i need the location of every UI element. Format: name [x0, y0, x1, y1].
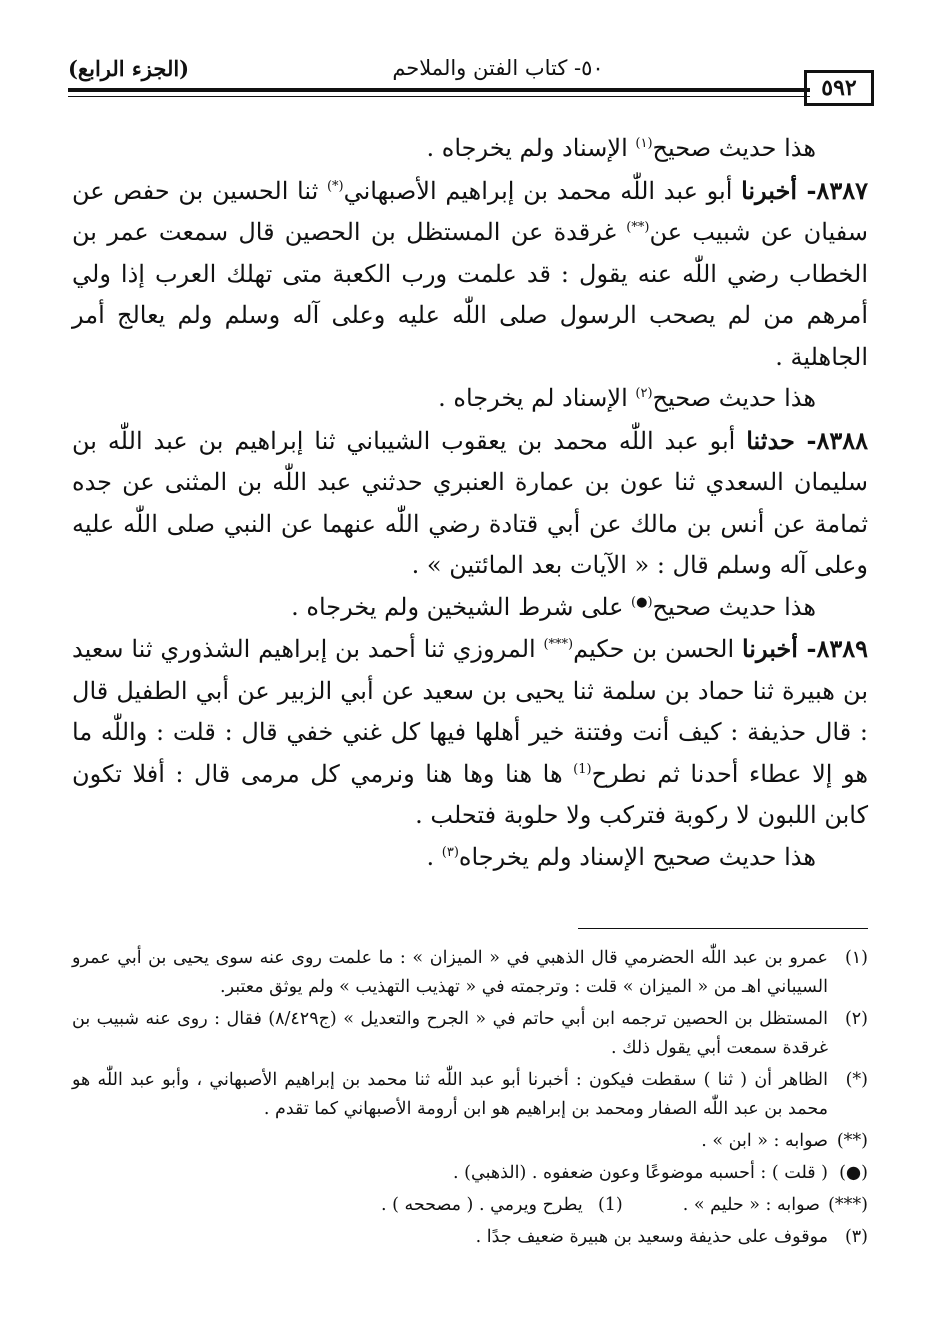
grading-paragraph-4: هذا حديث صحيح الإسناد ولم يخرجاه$^{(٣)}$ .: [426, 842, 816, 871]
footnote-text: عمرو بن عبد اللّٰه الحضرمي قال الذهبي في « الميزان » : ما علمت روى عنه سوى يحيى بن أبي عمرو السيباني اهـ من « الميزان » قلت : وترجمته في « تهذيب التهذيب » ولم يوثق معتبر.: [72, 948, 828, 997]
footnote-ref: (***): [543, 637, 574, 652]
main-text: [72, 128, 868, 878]
footnote-1b: [381, 1191, 623, 1220]
footnote-ref: (●): [631, 594, 653, 610]
footnote-mark: (٢): [844, 1009, 868, 1029]
footnote-text: الظاهر أن ( ثنا ) سقطت فيكون : أخبرنا أبو عبد اللّٰه ثنا محمد بن إبراهيم الأصبهاني ، وأبو عبد اللّٰه هو محمد بن عبد اللّٰه الصفار ومحمد بن إبراهيم هو ابن أرومة الأصبهاني كما تقدم .: [72, 1070, 828, 1119]
footnote-mark: (***): [828, 1195, 868, 1215]
footnotes: [72, 944, 868, 1255]
footnote-row: [72, 1191, 868, 1223]
hadith-8387: ٨٣٨٧- أخبرنا أبو عبد اللّٰه محمد بن إبراهيم الأصبهاني(*) ثنا الحسين بن حفص عن سفيان عن شبيب عن(**) غرقدة عن المستظل بن الحصين قال سمعت عمر بن الخطاب رضي اللّٰه عنه يقول : قد علمت ورب الكعبة متى تهلك العرب إذا ولي أمرهم من لم يصحب الرسول صلى اللّٰه عليه وعلى آله وسلم ولم يعالج أمر الجاهلية .: [72, 175, 869, 371]
footnote-text: يطرح ويرمي . ( مصححه ) .: [380, 1195, 583, 1215]
footnote-text: المستظل بن الحصين ترجمه ابن أبي حاتم في « الجرح والتعديل » (ج٨/٤٢٩) فقال : روى عنه شبيب بن غرقدة سمعت أبي يقول ذلك .: [72, 1009, 828, 1058]
footnote-ref: (1): [573, 761, 592, 777]
chapter-title: ٥٠- كتاب الفتن والملاحم: [392, 56, 604, 80]
footnote-text: موقوف على حذيفة وسعيد بن هبيرة ضعيف جدًا .: [475, 1227, 828, 1247]
header-rule-thin: [68, 96, 810, 97]
footnote-separator: [578, 928, 868, 929]
footnote-dot: [72, 1159, 868, 1188]
footnote-triple-star: [683, 1191, 868, 1220]
footnote-mark: (1): [597, 1195, 623, 1215]
footnote-mark: (●): [839, 1163, 868, 1183]
hadith-number: ٨٣٨٨-: [794, 425, 868, 455]
footnote-ref: (*): [326, 178, 344, 194]
footnote-ref: (**): [626, 220, 650, 235]
transmission-term: أخبرنا: [741, 634, 798, 663]
footnote-ref: (٢): [635, 386, 653, 401]
footnote-mark: (*): [845, 1070, 868, 1090]
grading-paragraph-2: هذا حديث صحيح$^{(٢)}$ الإسناد لم يخرجاه .: [438, 384, 816, 412]
footnote-3: [72, 1223, 868, 1252]
footnote-mark: (**): [836, 1131, 868, 1151]
grading-paragraph-3: هذا حديث صحيح(●) على شرط الشيخين ولم يخرجاه .: [291, 592, 816, 621]
volume-label: (الجزء الرابع): [68, 56, 190, 81]
transmission-term: حدثنا: [746, 425, 795, 455]
footnote-mark: (١): [844, 948, 868, 968]
header-rule-thick: [68, 88, 810, 92]
footnote-2: [72, 1005, 868, 1063]
grading-paragraph-1: هذا حديث صحيح$^{(١)}$ الإسناد ولم يخرجاه .: [426, 134, 816, 162]
footnote-ref: (٣): [441, 844, 459, 860]
hadith-number: ٨٣٨٩-: [797, 634, 868, 663]
page-number: ٥٩٢: [804, 70, 874, 106]
footnote-text: ( قلت ) : أحسبه موضوعًا وعون ضعفوه . (الذهبي) .: [453, 1163, 828, 1183]
footnote-mark: (٣): [844, 1227, 868, 1247]
hadith-number: ٨٣٨٧-: [797, 175, 868, 205]
transmission-term: أخبرنا: [741, 175, 798, 205]
footnote-text: صوابه : « ابن » .: [701, 1131, 828, 1151]
footnote-star: [72, 1066, 868, 1124]
footnote-double-star: [72, 1127, 868, 1156]
footnote-text: صوابه : « حليم » .: [682, 1195, 820, 1215]
hadith-8388: ٨٣٨٨- حدثنا أبو عبد اللّٰه محمد بن يعقوب الشيباني ثنا إبراهيم بن عبد اللّٰه بن سليمان السعدي ثنا عون بن عمارة العنبري حدثني عبد اللّٰه بن المثنى عن جده ثمامة عن أنس بن مالك عن أبي قتادة رضي اللّٰه عنهما عن النبي صلى اللّٰه عليه وعلى آله وسلم قال : « الآيات بعد المائتين » .: [72, 425, 868, 579]
footnote-ref: (١): [635, 136, 653, 151]
hadith-8389: ٨٣٨٩- أخبرنا الحسن بن حكيم(***) المروزي ثنا أحمد بن إبراهيم الشذوري ثنا سعيد بن هبيرة ثنا حماد بن سلمة ثنا يحيى بن سعيد عن أبي الزبير عن أبي الطفيل قال : قال حذيفة : كيف أنت وفتنة خير أهلها فيها كل غني خفي قال : قلت : واللّٰه ما هو إلا عطاء أحدنا ثم نطرح$^{(1)}$ ها هنا وها هنا ونرمي كل مرمى قال : أفلا تكون كابن اللبون لا ركوبة فتركب ولا حلوبة فتحلب .: [72, 634, 868, 829]
footnote-1: [72, 944, 868, 1002]
